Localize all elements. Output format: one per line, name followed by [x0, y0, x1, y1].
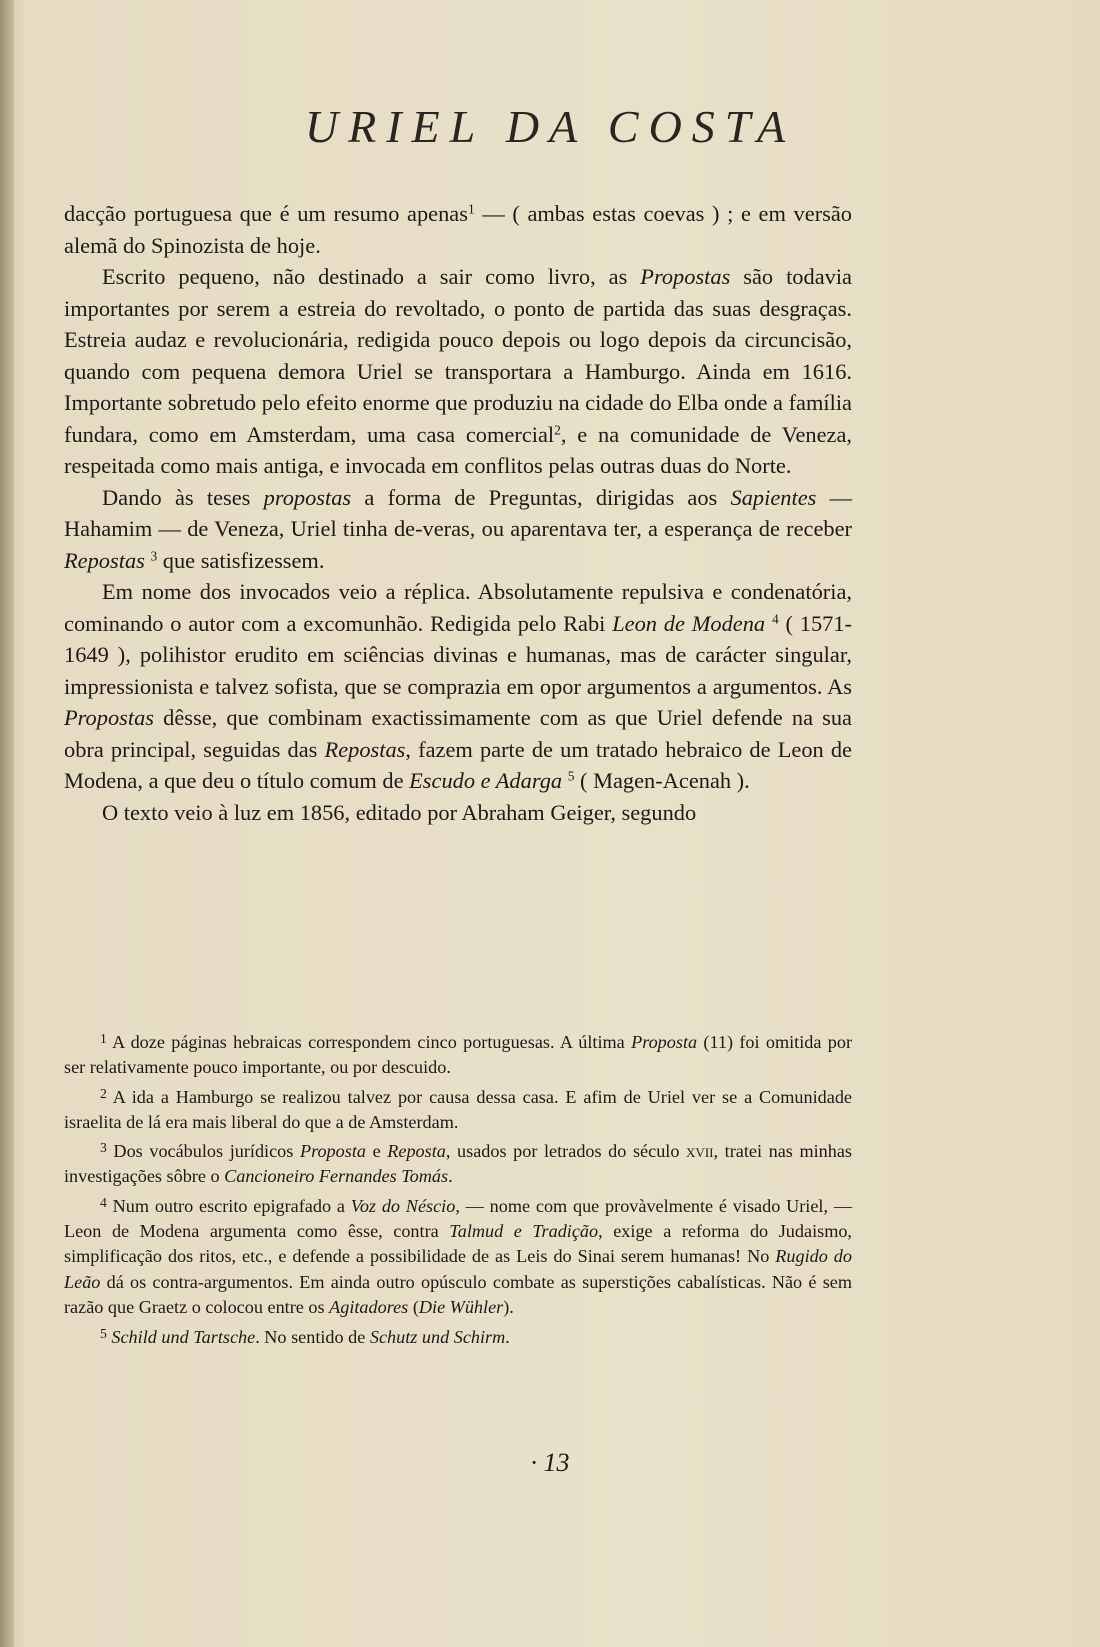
running-head: URIEL DA COSTA [304, 101, 796, 152]
footnote: $^1$ A doze páginas hebraicas correspondem cinco portuguesas. A última Proposta (11) foi omitida por ser relativamente pouco importante, ou por descuido. [64, 1031, 852, 1078]
paragraph: Escrito pequeno, não destinado a sair como livro, as Propostas são todavia importantes por serem a estreia do revoltado, o ponto de partida das suas desgraças. Estreia audaz e revolucionária, redigida pouco depois ou logo depois da circuncisão, quando com pequena demora Uriel se transportara a Hamburgo. Ainda em 1616. Importante sobretudo pelo efeito enorme que produziu na cidade do Elba onde a família fundara, como em Amsterdam, uma casa comercial$^2$, e na comunidade de Veneza, respeitada como mais antiga, e invocada em conflitos pelas outras duas do Norte. [64, 264, 852, 478]
paragraph: dacção portuguesa que é um resumo apenas$^1$ — ( ambas estas coevas ) ; e em versão alemã do Spinozista de hoje. [64, 201, 852, 258]
page-number: · 13 [530, 1448, 570, 1477]
footnotes [64, 1026, 852, 1350]
footnote: $^3$ Dos vocábulos jurídicos Proposta e Reposta, usados por letrados do século xvii, tratei nas minhas investigações sôbre o Cancioneiro Fernandes Tomás. [64, 1140, 852, 1187]
paragraph: Dando às teses propostas a forma de Preguntas, dirigidas aos Sapientes — Hahamim — de Veneza, Uriel tinha de-veras, ou aparentava ter, a esperança de receber Repostas $^3$ que satisfizessem. [64, 484, 852, 573]
main-text [64, 198, 852, 828]
paragraph: O texto veio à luz em 1856, editado por Abraham Geiger, segundo [102, 799, 697, 825]
page-gutter [0, 0, 14, 1647]
paragraph: Em nome dos invocados veio a réplica. Absolutamente repulsiva e condenatória, cominando o autor com a excomunhão. Redigida pelo Rabi Leon de Modena $^4$ ( 1571-1649 ), polihistor erudito em sciências divinas e humanas, mas de carácter singular, impressionista e talvez sofista, que se comprazia em opor argumentos a argumentos. As Propostas dêsse, que combinam exactissimamente com as que Uriel defende na sua obra principal, seguidas das Repostas, fazem parte de um tratado hebraico de Leon de Modena, a que deu o título comum de Escudo e Adarga $^5$ ( Magen-Acenah ). [64, 579, 852, 793]
footnote: $^4$ Num outro escrito epigrafado a Voz do Néscio, — nome com que provàvelmente é visado Uriel, — Leon de Modena argumenta como êsse, contra Talmud e Tradição, exige a reforma do Judaismo, simplificação dos ritos, etc., e defende a possibilidade de as Leis do Sinai serem humanas! No Rugido do Leão dá os contra-argumentos. Em ainda outro opúsculo combate as superstições cabalísticas. Não é sem razão que Graetz o colocou entre os Agitadores (Die Wühler). [64, 1194, 853, 1318]
footnote: $^5$ Schild und Tartsche. No sentido de Schutz und Schirm. [100, 1325, 510, 1347]
footnote: $^2$ A ida a Hamburgo se realizou talvez por causa dessa casa. E afim de Uriel ver se a Comunidade israelita de lá era mais liberal do que a de Amsterdam. [64, 1085, 852, 1132]
